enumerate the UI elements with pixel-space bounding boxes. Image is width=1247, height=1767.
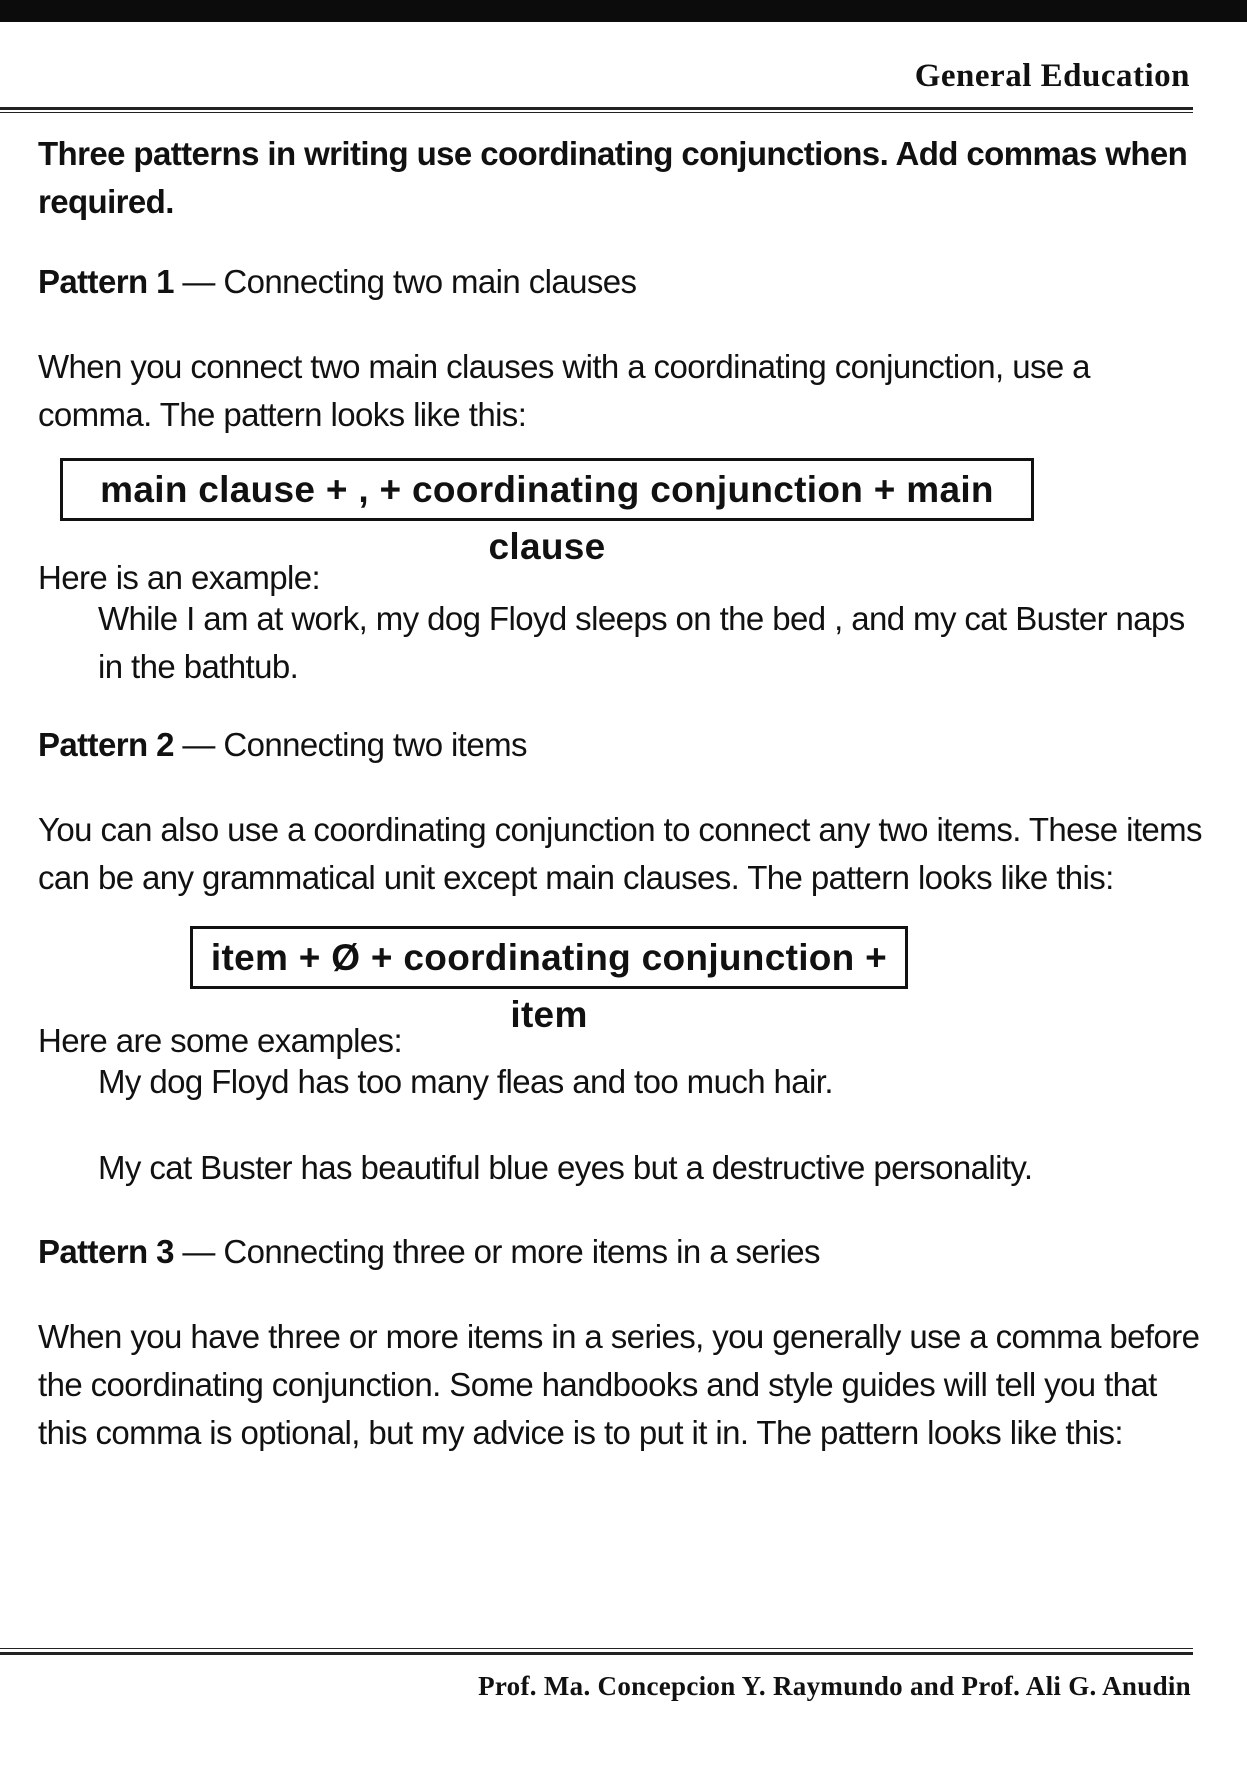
pattern-2-example-1: My dog Floyd has too many fleas and too much hair. bbox=[98, 1063, 833, 1100]
pattern-2-title: — Connecting two items bbox=[182, 726, 527, 763]
pattern-1-body: When you connect two main clauses with a coordinating conjunction, use a comma. The pattern looks like this: bbox=[38, 348, 1090, 433]
pattern-3-body: When you have three or more items in a series, you generally use a comma before the coordinating conjunction. Some handbooks and style guides will tell you that this comma is optional, but my advice is to put it in. The pattern looks like this: bbox=[38, 1318, 1200, 1451]
footer-rule-thin bbox=[0, 1648, 1193, 1649]
page-header-title: General Education bbox=[914, 58, 1190, 94]
pattern-2-example-2: My cat Buster has beautiful blue eyes but a destructive personality. bbox=[98, 1149, 1033, 1186]
pattern-2-label: Pattern 2 bbox=[38, 726, 174, 763]
footer-rule bbox=[0, 1652, 1193, 1655]
pattern-1-label: Pattern 1 bbox=[38, 263, 174, 300]
header-rule-thin bbox=[0, 112, 1193, 113]
pattern-3-label: Pattern 3 bbox=[38, 1233, 174, 1270]
pattern-1-heading bbox=[38, 258, 1208, 306]
pattern-2-heading bbox=[38, 721, 1208, 769]
pattern-2-formula-box: item + Ø + coordinating conjunction + item bbox=[190, 926, 908, 989]
intro-heading: Three patterns in writing use coordinating conjunctions. Add commas when required. bbox=[38, 135, 1188, 220]
pattern-2-example-intro: Here are some examples: bbox=[38, 1022, 403, 1059]
footer-authors: Prof. Ma. Concepcion Y. Raymundo and Prof. Ali G. Anudin bbox=[478, 1671, 1191, 1701]
pattern-1-title: — Connecting two main clauses bbox=[182, 263, 637, 300]
top-border-bar bbox=[0, 0, 1247, 22]
pattern-1-example-intro: Here is an example: bbox=[38, 559, 321, 596]
pattern-1-formula-box: main clause + , + coordinating conjunction + main clause bbox=[60, 458, 1034, 521]
pattern-3-heading bbox=[38, 1228, 1208, 1276]
header-rule bbox=[0, 107, 1193, 110]
pattern-2-body: You can also use a coordinating conjunction to connect any two items. These items can be any grammatical unit except main clauses. The pattern looks like this: bbox=[38, 811, 1202, 896]
pattern-1-example: While I am at work, my dog Floyd sleeps on the bed , and my cat Buster naps in the bathtub. bbox=[98, 600, 1185, 685]
pattern-3-title: — Connecting three or more items in a series bbox=[182, 1233, 820, 1270]
